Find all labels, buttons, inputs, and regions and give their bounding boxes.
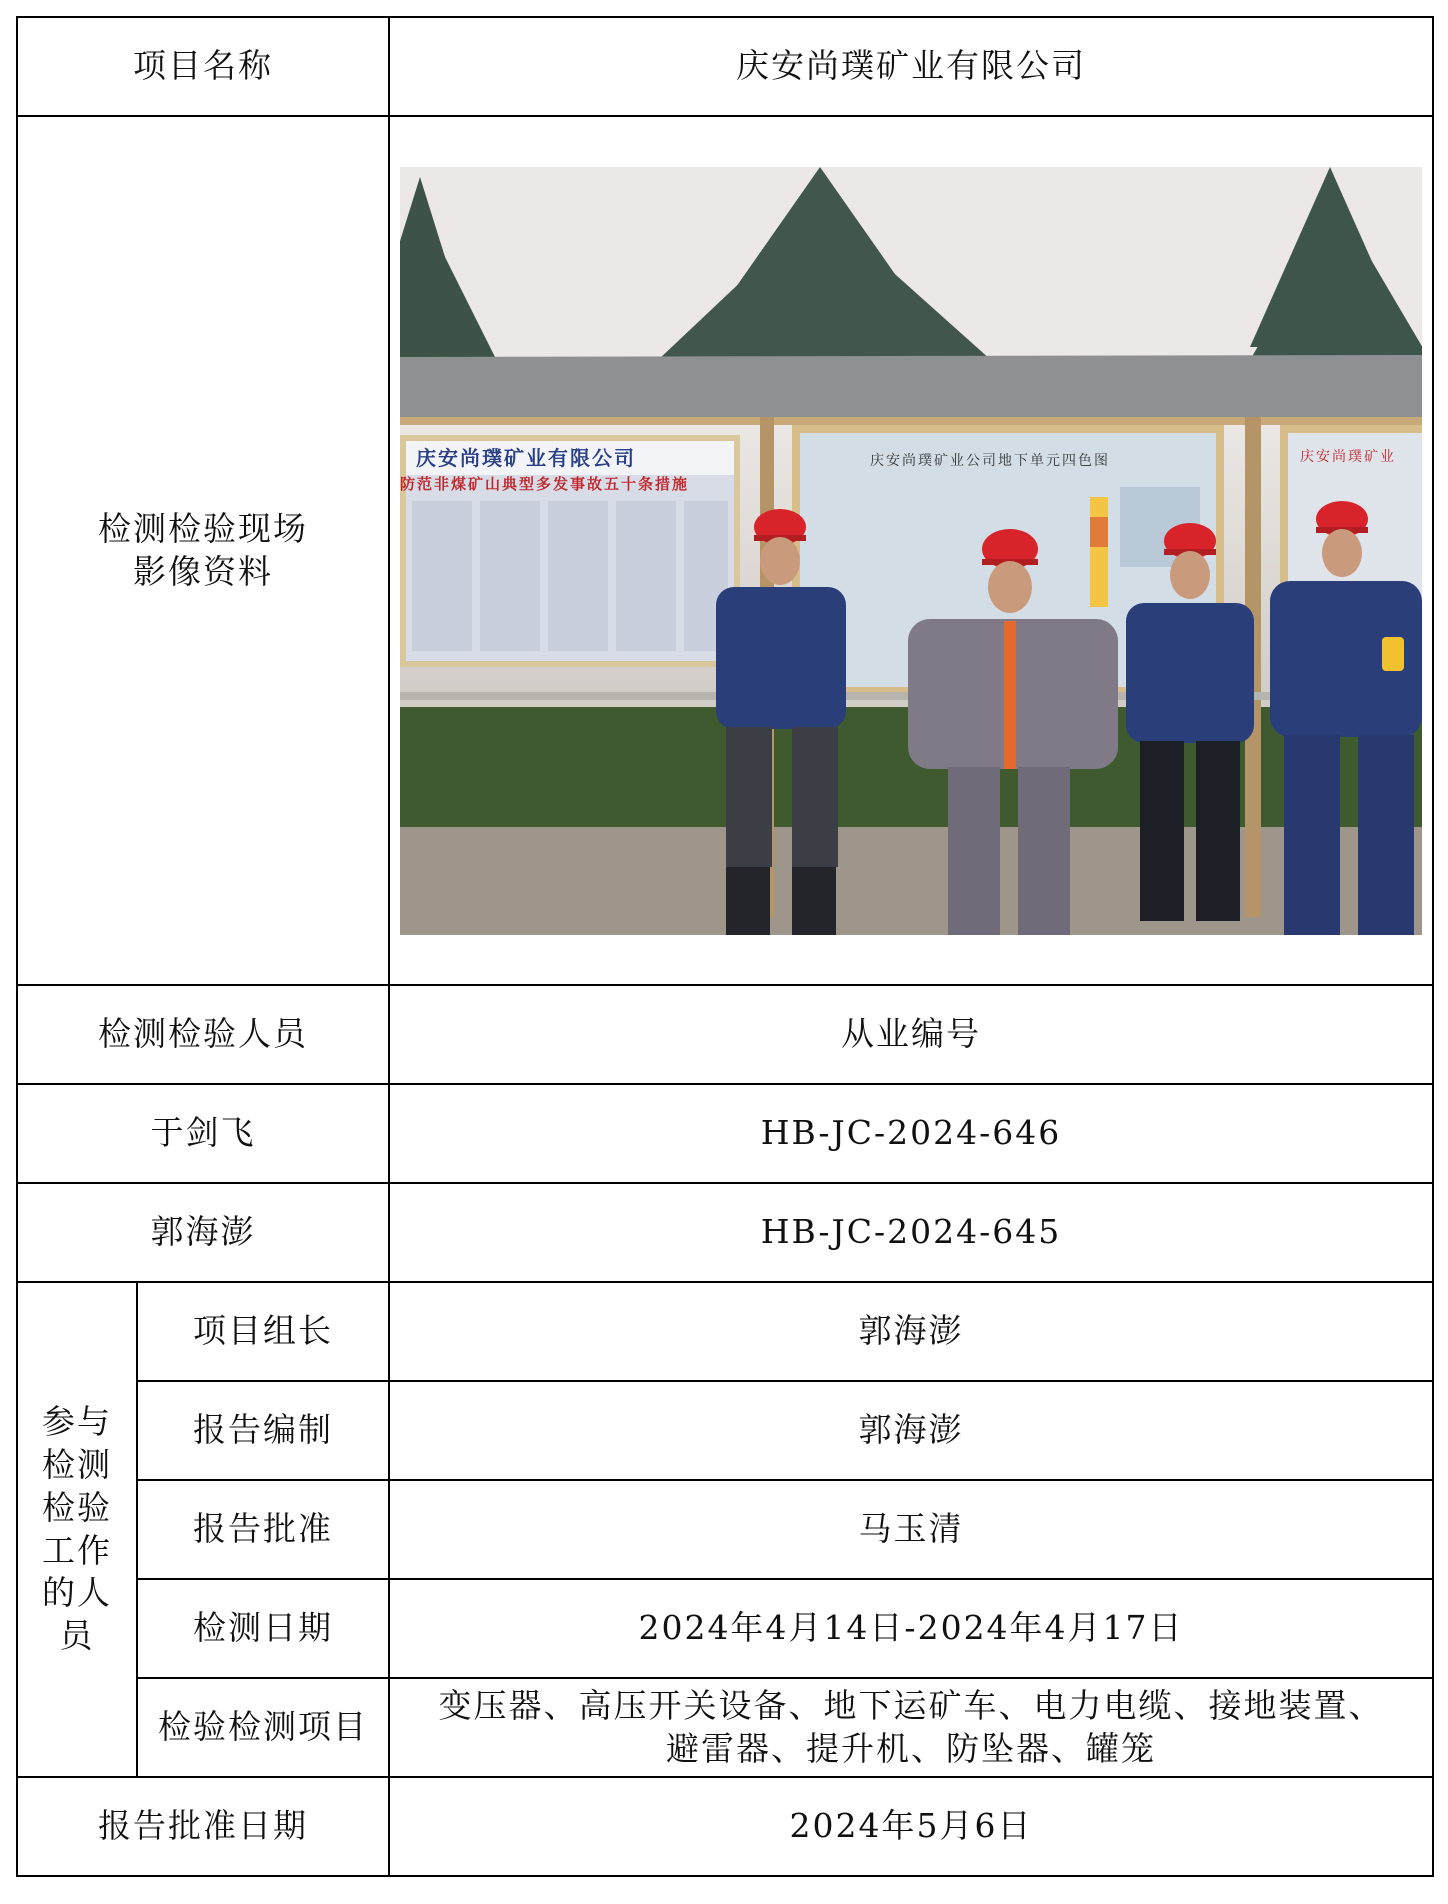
sign-center-title: 庆安尚璞矿业公司地下单元四色图 bbox=[870, 452, 1110, 469]
participant-row bbox=[17, 1579, 1433, 1678]
inspector-name: 郭海澎 bbox=[17, 1183, 389, 1282]
inspector-name: 于剑飞 bbox=[17, 1084, 389, 1183]
group-label-line: 工作 bbox=[42, 1530, 112, 1570]
group-label-line: 的人 bbox=[42, 1573, 112, 1613]
participant-value: 郭海澎 bbox=[389, 1381, 1433, 1480]
group-label-line: 检测 bbox=[42, 1444, 112, 1484]
participant-role: 检测日期 bbox=[137, 1579, 389, 1678]
test-items-value bbox=[389, 1678, 1433, 1777]
participant-row bbox=[17, 1381, 1433, 1480]
participant-role: 检验检测项目 bbox=[137, 1678, 389, 1777]
participant-value: 马玉清 bbox=[389, 1480, 1433, 1579]
photo-label bbox=[17, 116, 389, 985]
participant-row bbox=[17, 1480, 1433, 1579]
participant-role: 项目组长 bbox=[137, 1282, 389, 1381]
photo-cell bbox=[389, 116, 1433, 985]
approval-date-value: 2024年5月6日 bbox=[389, 1777, 1433, 1876]
photo-label-line1: 检测检验现场 bbox=[98, 508, 308, 548]
participant-row bbox=[17, 1678, 1433, 1777]
participants-group-label bbox=[17, 1282, 137, 1777]
personnel-id-header: 从业编号 bbox=[389, 985, 1433, 1084]
sign-left-subtitle: 防范非煤矿山典型多发事故五十条措施 bbox=[400, 474, 690, 493]
group-label-line: 员 bbox=[59, 1616, 95, 1656]
inspector-row bbox=[17, 1084, 1433, 1183]
site-photo bbox=[400, 167, 1422, 935]
sign-left-title: 庆安尚璞矿业有限公司 bbox=[416, 445, 636, 470]
approval-date-label: 报告批准日期 bbox=[17, 1777, 389, 1876]
group-label-line: 参与 bbox=[42, 1401, 112, 1441]
project-name-label: 项目名称 bbox=[17, 17, 389, 116]
participant-role: 报告批准 bbox=[137, 1480, 389, 1579]
project-name-value: 庆安尚璞矿业有限公司 bbox=[389, 17, 1433, 116]
group-label-line: 检验 bbox=[42, 1487, 112, 1527]
report-table bbox=[16, 16, 1434, 1877]
participant-value: 郭海澎 bbox=[389, 1282, 1433, 1381]
test-date-value: 2024年4月14日-2024年4月17日 bbox=[389, 1579, 1433, 1678]
photo-label-line2: 影像资料 bbox=[133, 551, 273, 591]
inspector-id: HB-JC-2024-646 bbox=[389, 1084, 1433, 1183]
participant-row bbox=[17, 1282, 1433, 1381]
test-items-line1: 变压器、高压开关设备、地下运矿车、电力电缆、接地装置、 bbox=[438, 1685, 1384, 1725]
personnel-header-row bbox=[17, 985, 1433, 1084]
approval-date-row bbox=[17, 1777, 1433, 1876]
notice-board-left bbox=[400, 435, 740, 667]
personnel-name-header: 检测检验人员 bbox=[17, 985, 389, 1084]
test-items-line2: 避雷器、提升机、防坠器、罐笼 bbox=[666, 1728, 1156, 1768]
sign-right-title: 庆安尚璞矿业 bbox=[1300, 448, 1396, 465]
inspector-row bbox=[17, 1183, 1433, 1282]
inspector-id: HB-JC-2024-645 bbox=[389, 1183, 1433, 1282]
project-name-row bbox=[17, 17, 1433, 116]
participant-role: 报告编制 bbox=[137, 1381, 389, 1480]
photo-row bbox=[17, 116, 1433, 985]
